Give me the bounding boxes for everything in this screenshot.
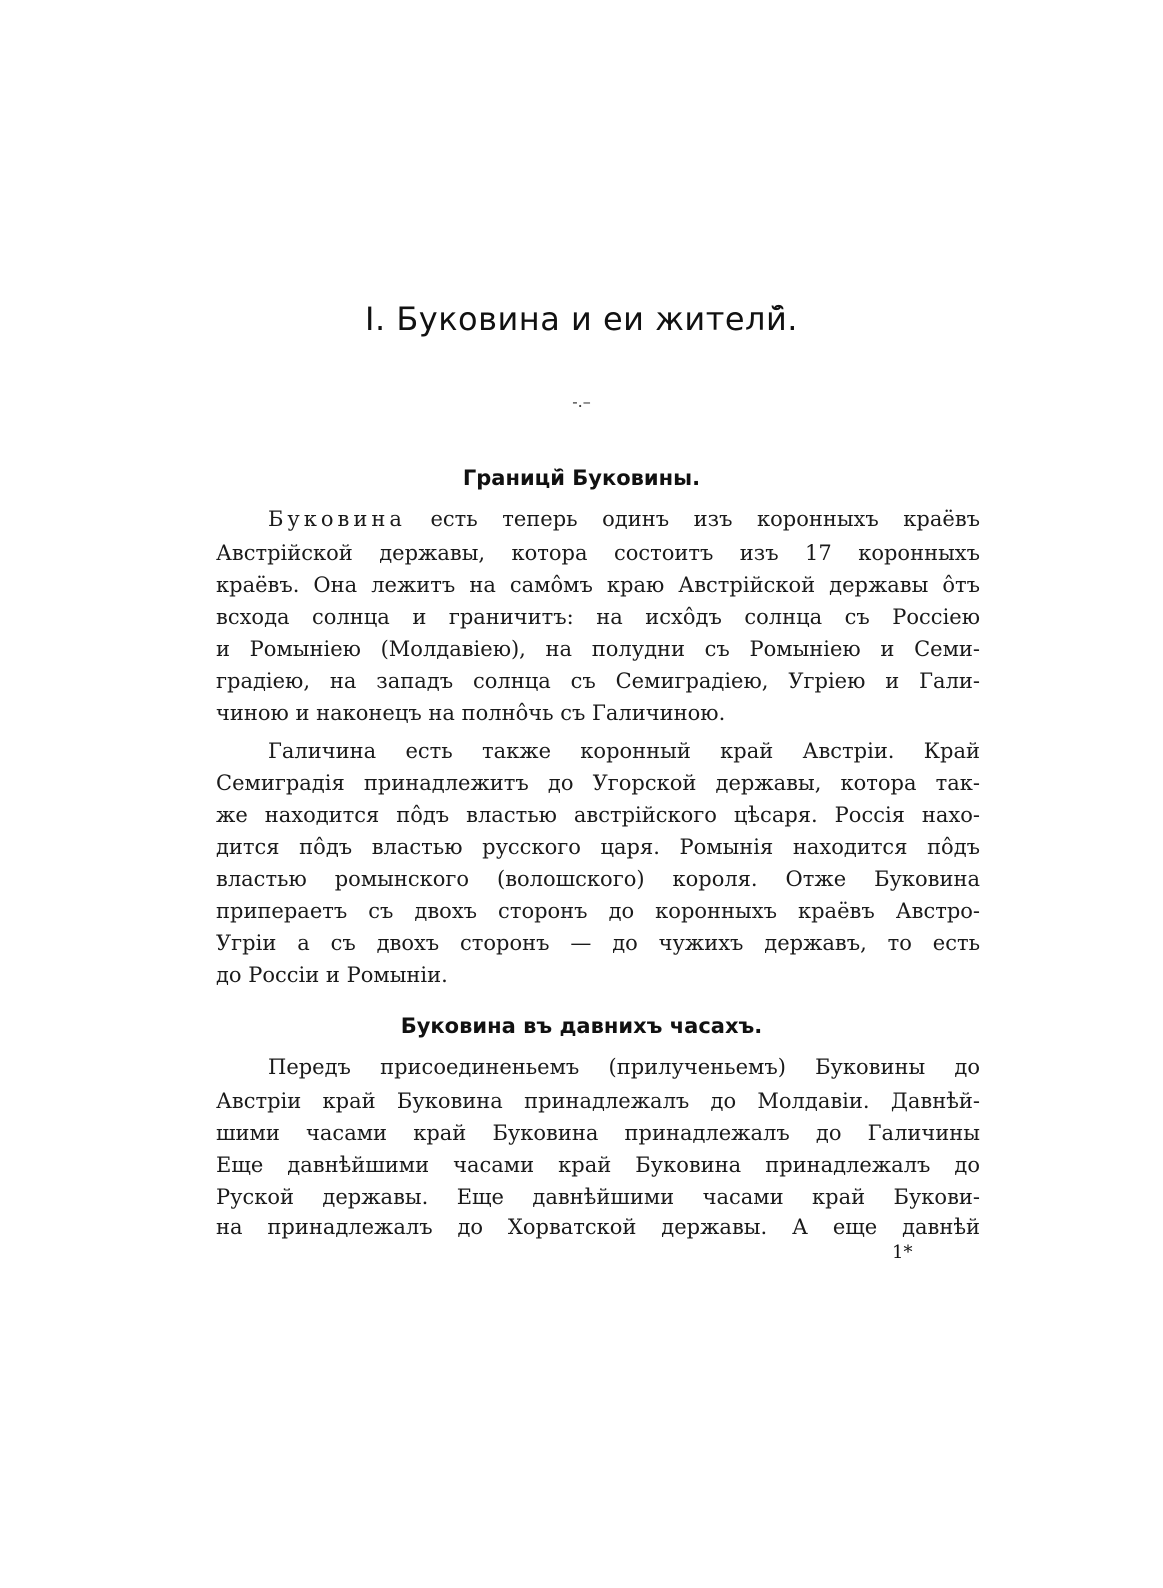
paragraph-line: Галичина есть также коронный край Австріи. Край <box>268 739 980 763</box>
paragraph-line: шими часами край Буковина принадлежалъ до Галичины <box>216 1121 980 1145</box>
paragraph-line: и Ромыніею (Молдавіею), на полудни съ Ромыніею и Семи- <box>216 637 980 661</box>
paragraph-line: припераетъ съ двохъ сторонъ до коронныхъ краёвъ Австро- <box>216 899 980 923</box>
page-number: 1* <box>892 1242 913 1263</box>
section-title: Буковина въ давнихъ часахъ. <box>400 1014 763 1038</box>
paragraph-line: же находится пôдъ властью австрійского цѣсаря. Россія нахо- <box>216 803 980 827</box>
paragraph-line: властью ромынского (волошского) короля. Отже Буковина <box>216 867 980 891</box>
paragraph-line: Угріи а съ двохъ сторонъ — до чужихъ державъ, то есть <box>216 931 980 955</box>
paragraph-line: на принадлежалъ до Хорватской державы. А еще давнѣй <box>216 1215 980 1239</box>
paragraph-line: Австрійской державы, котора состоитъ изъ 17 коронныхъ <box>216 541 980 565</box>
ornament-divider: -.– <box>572 392 591 411</box>
paragraph-line: градіею, на западъ солнца съ Семиградіею, Угріею и Гали- <box>216 669 980 693</box>
section-title: Границй̑ Буковины. <box>462 466 701 490</box>
paragraph-line <box>268 504 980 534</box>
paragraph-line: Руской державы. Еще давнѣйшими часами край Букови- <box>216 1185 980 1209</box>
chapter-title: І. Буковина и еи жителй̑. <box>365 300 798 338</box>
paragraph-line: до Россіи и Ромыніи. <box>216 963 448 987</box>
paragraph-line: Передъ присоединеньемъ (прилученьемъ) Буковины до <box>268 1055 980 1079</box>
paragraph-line: Австріи край Буковина принадлежалъ до Молдавіи. Давнѣй- <box>216 1089 980 1113</box>
lead-word: Буковина <box>268 507 406 531</box>
paragraph-line: Семиградія принадлежитъ до Угорской державы, котора так- <box>216 771 980 795</box>
paragraph-line: чиною и наконецъ на полнôчь съ Галичиною. <box>216 701 726 725</box>
paragraph-line: всхода солнца и граничитъ: на исхôдъ солнца съ Россіею <box>216 605 980 629</box>
line-text: есть теперь одинъ изъ коронныхъ краёвъ <box>405 507 980 531</box>
paragraph-line: краёвъ. Она лежитъ на самôмъ краю Австрійской державы ôтъ <box>216 573 980 597</box>
paragraph-line: Еще давнѣйшими часами край Буковина принадлежалъ до <box>216 1153 980 1177</box>
paragraph-line: дится пôдъ властью русского царя. Ромынія находится пôдъ <box>216 835 980 859</box>
